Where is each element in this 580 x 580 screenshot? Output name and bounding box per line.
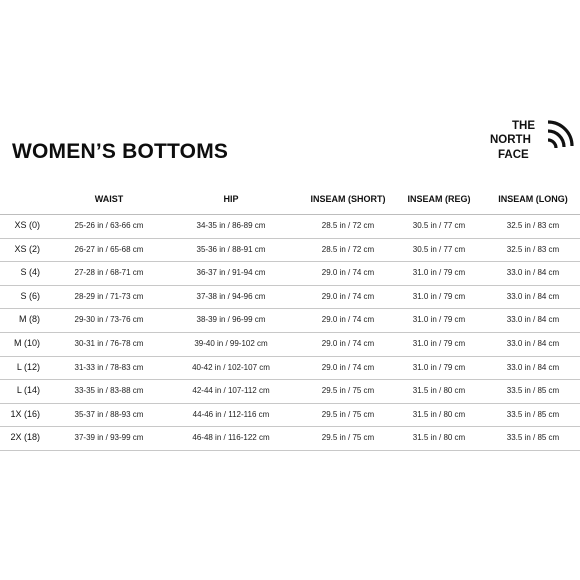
waist-cell: 27-28 in / 68-71 cm xyxy=(74,268,144,278)
hip-cell: 42-44 in / 107-112 cm xyxy=(192,386,270,396)
size-cell: L (12) xyxy=(16,361,40,372)
inseam-reg-cell: 31.0 in / 79 cm xyxy=(412,291,466,301)
hip-cell: 38-39 in / 96-99 cm xyxy=(196,315,266,325)
inseam-short-cell: 29.5 in / 75 cm xyxy=(321,409,375,419)
waist-cell: 33-35 in / 83-88 cm xyxy=(74,386,144,396)
page-title: WOMEN’S BOTTOMS xyxy=(12,140,229,163)
inseam-long-cell: 33.5 in / 85 cm xyxy=(506,433,560,443)
inseam-short-cell: 29.5 in / 75 cm xyxy=(321,433,375,443)
table-header-row xyxy=(0,188,580,215)
table-body xyxy=(0,215,580,451)
inseam-reg-cell: 30.5 in / 77 cm xyxy=(412,221,466,230)
inseam-reg-cell: 30.5 in / 77 cm xyxy=(412,244,466,254)
table-row xyxy=(0,286,580,310)
waist-cell: 30-31 in / 76-78 cm xyxy=(74,338,144,348)
header-waist: WAIST xyxy=(94,194,124,204)
hip-cell: 37-38 in / 94-96 cm xyxy=(196,291,266,301)
size-cell: M (10) xyxy=(13,337,40,348)
waist-cell: 26-27 in / 65-68 cm xyxy=(74,244,144,254)
table-row xyxy=(0,309,580,333)
size-cell: XS (0) xyxy=(14,220,40,230)
inseam-reg-cell: 31.5 in / 80 cm xyxy=(412,433,466,443)
inseam-long-cell: 33.5 in / 85 cm xyxy=(506,386,560,396)
waist-cell: 31-33 in / 78-83 cm xyxy=(74,362,144,372)
table-row xyxy=(0,380,580,404)
size-chart-table xyxy=(0,188,580,451)
table-row xyxy=(0,357,580,381)
inseam-long-cell: 33.0 in / 84 cm xyxy=(506,291,560,301)
size-cell: S (4) xyxy=(20,267,40,278)
inseam-reg-cell: 31.0 in / 79 cm xyxy=(412,315,466,325)
header-inseam-reg: INSEAM (REG) xyxy=(407,194,471,204)
size-cell: 1X (16) xyxy=(10,408,40,419)
table-row xyxy=(0,333,580,357)
header-inseam-long: INSEAM (LONG) xyxy=(498,194,568,204)
inseam-short-cell: 29.5 in / 75 cm xyxy=(321,386,375,396)
hip-cell: 46-48 in / 116-122 cm xyxy=(192,433,270,443)
table-row xyxy=(0,404,580,428)
waist-cell: 37-39 in / 93-99 cm xyxy=(74,433,144,443)
table-row xyxy=(0,262,580,286)
inseam-long-cell: 33.0 in / 84 cm xyxy=(506,315,560,325)
waist-cell: 25-26 in / 63-66 cm xyxy=(74,221,144,230)
inseam-reg-cell: 31.0 in / 79 cm xyxy=(412,362,466,372)
brand-line-2: NORTH xyxy=(490,134,531,146)
inseam-long-cell: 33.5 in / 85 cm xyxy=(506,409,560,419)
inseam-reg-cell: 31.0 in / 79 cm xyxy=(412,268,466,278)
table-row xyxy=(0,239,580,263)
size-cell: M (8) xyxy=(19,314,40,325)
hip-cell: 34-35 in / 86-89 cm xyxy=(196,221,266,230)
inseam-short-cell: 28.5 in / 72 cm xyxy=(321,244,375,254)
size-cell: S (6) xyxy=(20,290,40,301)
size-cell: 2X (18) xyxy=(10,432,40,443)
inseam-short-cell: 29.0 in / 74 cm xyxy=(321,268,375,278)
header-hip: HIP xyxy=(223,194,239,204)
waist-cell: 35-37 in / 88-93 cm xyxy=(74,409,144,419)
table-row xyxy=(0,215,580,239)
hip-cell: 36-37 in / 91-94 cm xyxy=(196,268,266,278)
inseam-short-cell: 29.0 in / 74 cm xyxy=(321,338,375,348)
inseam-long-cell: 33.0 in / 84 cm xyxy=(506,362,560,372)
hip-cell: 39-40 in / 99-102 cm xyxy=(194,338,268,348)
brand-line-3: FACE xyxy=(498,149,529,161)
inseam-short-cell: 28.5 in / 72 cm xyxy=(321,221,375,230)
inseam-reg-cell: 31.5 in / 80 cm xyxy=(412,386,466,396)
inseam-short-cell: 29.0 in / 74 cm xyxy=(321,315,375,325)
size-cell: XS (2) xyxy=(14,243,40,254)
inseam-long-cell: 33.0 in / 84 cm xyxy=(506,338,560,348)
inseam-short-cell: 29.0 in / 74 cm xyxy=(321,362,375,372)
size-cell: L (14) xyxy=(16,385,40,396)
hip-cell: 40-42 in / 102-107 cm xyxy=(192,362,270,372)
hip-cell: 44-46 in / 112-116 cm xyxy=(192,409,270,419)
inseam-long-cell: 32.5 in / 83 cm xyxy=(506,244,560,254)
brand-logo xyxy=(478,118,574,176)
brand-line-1: THE xyxy=(512,120,535,132)
hip-cell: 35-36 in / 88-91 cm xyxy=(196,244,266,254)
inseam-long-cell: 32.5 in / 83 cm xyxy=(506,221,560,230)
header-inseam-short: INSEAM (SHORT) xyxy=(310,194,386,204)
waist-cell: 29-30 in / 73-76 cm xyxy=(74,315,144,325)
inseam-reg-cell: 31.0 in / 79 cm xyxy=(412,338,466,348)
inseam-long-cell: 33.0 in / 84 cm xyxy=(506,268,560,278)
inseam-short-cell: 29.0 in / 74 cm xyxy=(321,291,375,301)
waist-cell: 28-29 in / 71-73 cm xyxy=(74,291,144,301)
table-row xyxy=(0,427,580,451)
inseam-reg-cell: 31.5 in / 80 cm xyxy=(412,409,466,419)
